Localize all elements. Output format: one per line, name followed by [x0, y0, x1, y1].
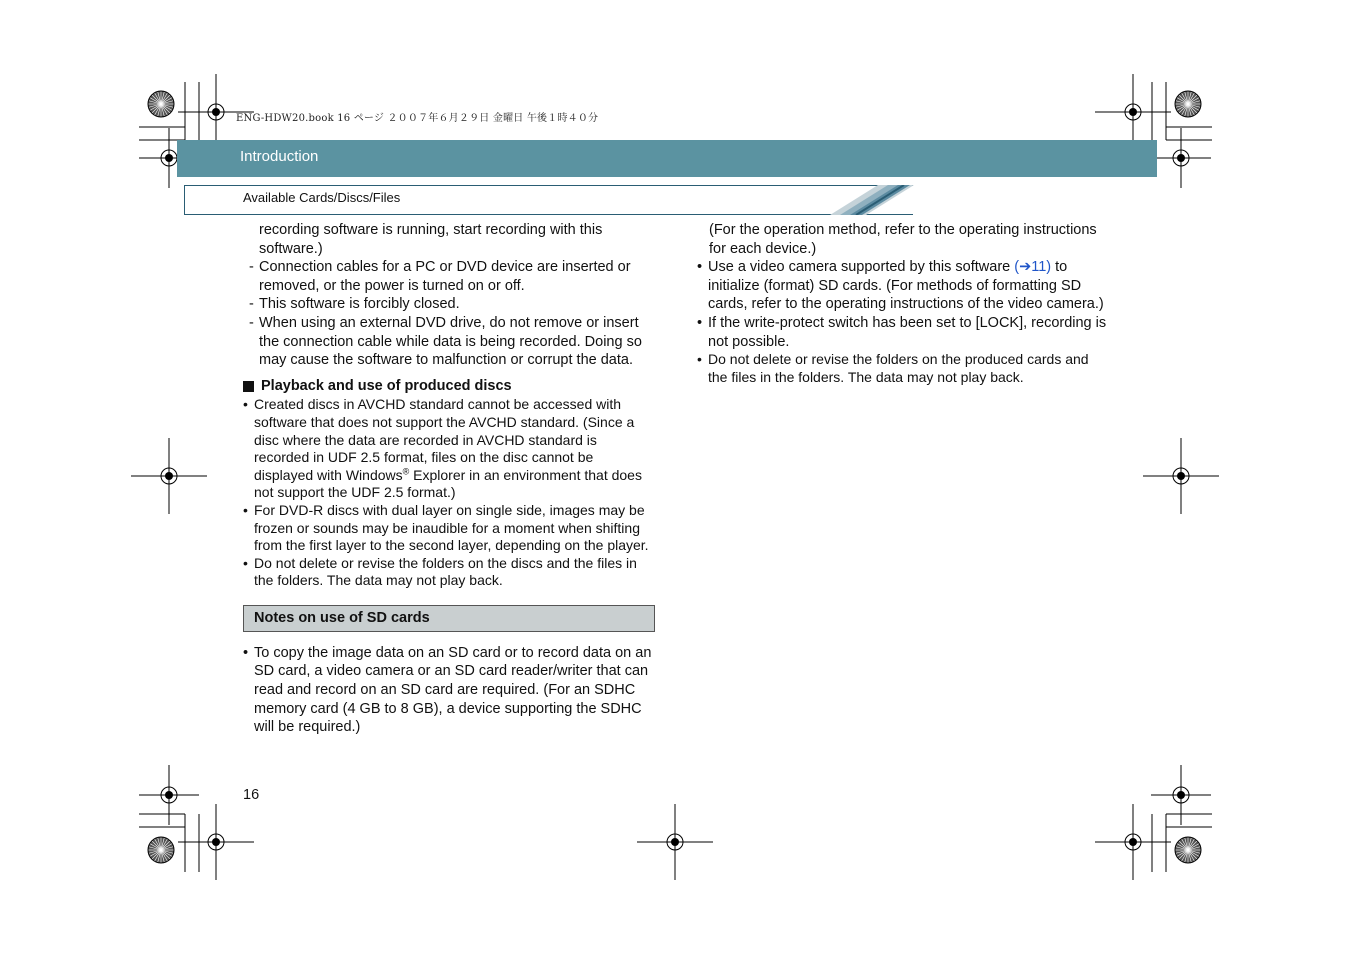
square-bullet-icon	[243, 381, 254, 392]
sub-title-bar	[184, 185, 913, 215]
registration-mark	[165, 154, 173, 162]
list-item: • Created discs in AVCHD standard cannot be accessed with software that does not support the AVCHD standard. (Since a disc where the data are recorded in AVCHD standard is recorded in UDF 2.5 format, files on the disc cannot be displayed with Windows® Explorer in an environment that does not support the UDF 2.5 format.)	[243, 396, 642, 501]
left-column	[243, 221, 655, 737]
registration-mark	[1177, 472, 1185, 480]
registration-mark	[1177, 791, 1185, 799]
registration-mark	[1177, 154, 1185, 162]
print-header: ENG-HDW20.book 16 ページ ２００７年６月２９日 金曜日 午後１時４０分	[236, 113, 599, 124]
list-item: - When using an external DVD drive, do not remove or insert the connection cable while data is being recorded. Doing so may cause the software to malfunction or corrupt the data.	[249, 314, 642, 369]
list-item: • Do not delete or revise the folders on the discs and the files in the folders. The data may not play back.	[243, 554, 637, 589]
list-item: • Do not delete or revise the folders on the produced cards and the files in the folders. The data may not play back.	[697, 351, 1089, 385]
header-stripes	[830, 185, 914, 215]
registration-mark	[165, 472, 173, 480]
registration-mark	[212, 838, 220, 846]
page-number: 16	[243, 787, 260, 803]
section-title: Introduction	[240, 148, 319, 165]
page-reference-link[interactable]: (➔11)	[1014, 259, 1052, 276]
registration-mark	[1129, 108, 1137, 116]
list-item: • If the write-protect switch has been set to [LOCK], recording is not possible.	[697, 314, 1107, 350]
registration-mark	[1129, 838, 1137, 846]
section-bar	[177, 140, 1157, 177]
list-item: • Use a video camera supported by this software (➔11) to initialize (format) SD cards. (For methods of formatting SD cards, refer to the operating instructions of the video camera.)	[697, 259, 1104, 313]
sub-title: Available Cards/Discs/Files	[243, 190, 401, 205]
list-item: - This software is forcibly closed.	[249, 296, 460, 313]
section-heading: Playback and use of produced discs	[243, 377, 655, 396]
list-item: • To copy the image data on an SD card or to record data on an SD card, a video camera or an SD card reader/writer that can read and record on an SD card are required. (For an SDHC memory card (4 GB to 8 GB), a device supporting the SDHC will be required.)	[243, 644, 652, 736]
box-heading: Notes on use of SD cards	[243, 605, 655, 632]
list-item: - Connection cables for a PC or DVD device are inserted or removed, or the power is turned on or off.	[249, 259, 631, 294]
list-item: • For DVD-R discs with dual layer on single side, images may be frozen or sounds may be inaudible for a moment when shifting from the first layer to the second layer, depending on the player.	[243, 501, 649, 554]
right-column	[697, 221, 1109, 386]
registration-mark	[165, 791, 173, 799]
continued-text: recording software is running, start recording with this software.)	[259, 222, 603, 257]
continued-text: (For the operation method, refer to the operating instructions for each device.)	[709, 222, 1097, 257]
registration-mark	[671, 838, 679, 846]
registration-mark	[212, 108, 220, 116]
